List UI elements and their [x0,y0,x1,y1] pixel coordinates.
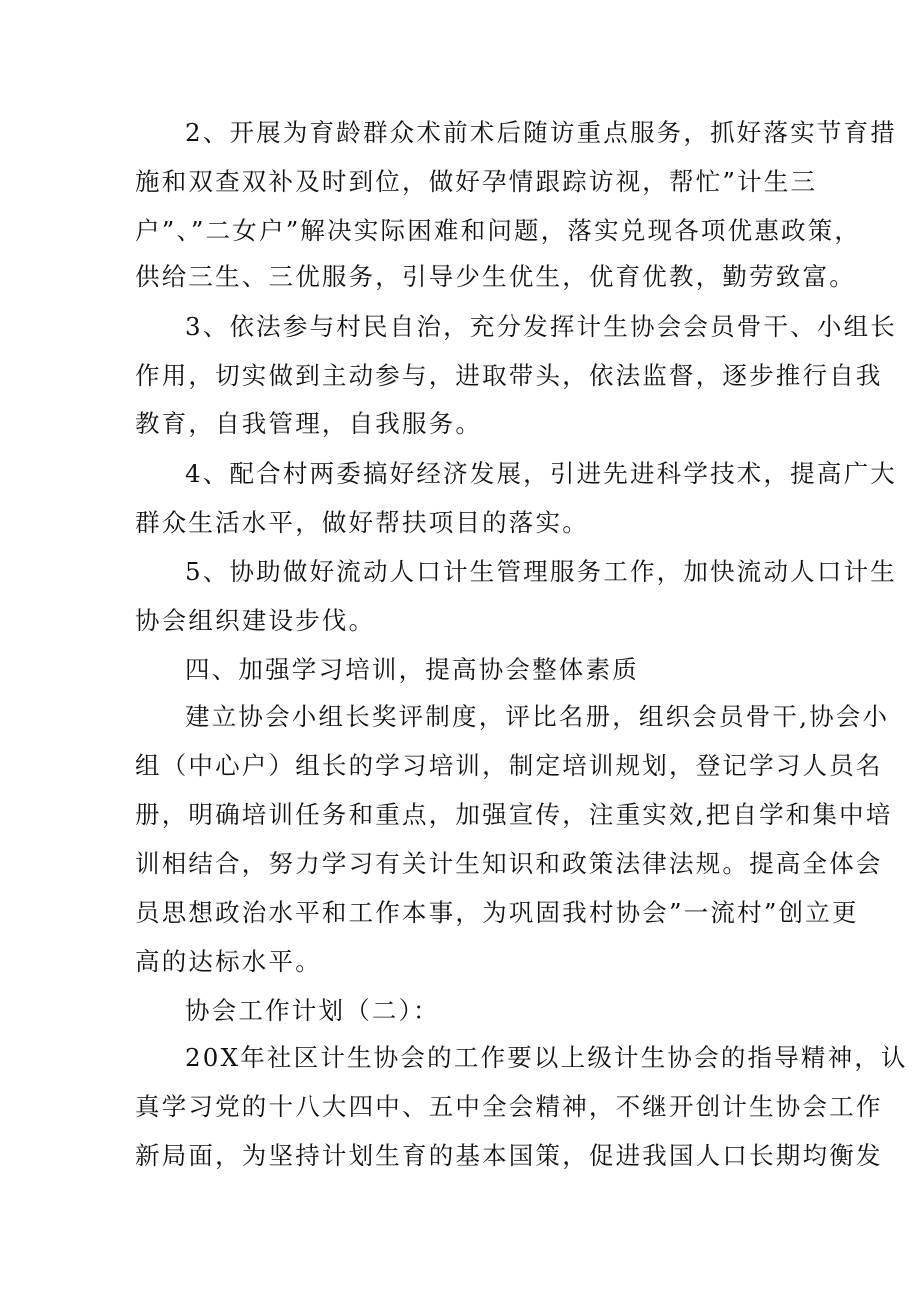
plan-two-heading: 协会工作计划（二）： [185,996,440,1025]
training-paragraph-line-2: 组（中心户）组长的学习培训，制定培训规划，登记学习人员名 [135,751,883,780]
training-paragraph-line-4: 训相结合，努力学习有关计生知识和政策法律法规。提高全体会 [135,849,883,878]
plan-two-line-3: 新局面，为坚持计划生育的基本国策，促进我国人口长期均衡发 [135,1141,883,1170]
plan-two-line-1: 20X年社区计生协会的工作要以上级计生协会的指导精神，认 [185,1043,908,1072]
paragraph-3-line-2: 作用，切实做到主动参与，进取带头，依法监督，逐步推行自我 [135,361,883,390]
training-paragraph-line-6: 高的达标水平。 [135,947,322,976]
training-paragraph-line-1: 建立协会小组长奖评制度，评比名册，组织会员骨干,协会小 [185,702,890,731]
paragraph-2-line-3: 户”、”二女户”解决实际困难和问题，落实兑现各项优惠政策， [135,216,862,245]
paragraph-2-line-1: 2、开展为育龄群众术前术后随访重点服务，抓好落实节育措 [185,118,897,147]
paragraph-2-line-4: 供给三生、三优服务，引导少生优生，优育优教，勤劳致富。 [135,262,856,291]
paragraph-4-line-2: 群众生活水平，做好帮扶项目的落实。 [135,508,589,537]
training-paragraph-line-3: 册，明确培训任务和重点，加强宣传，注重实效,把自学和集中培 [135,800,893,829]
paragraph-3-line-1: 3、依法参与村民自治，充分发挥计生协会会员骨干、小组长 [185,312,897,341]
training-paragraph-line-5: 员思想政治水平和工作本事，为巩固我村协会”一流村”创立更 [135,898,859,927]
paragraph-4-line-1: 4、配合村两委搞好经济发展，引进先进科学技术，提高广大 [185,459,897,488]
plan-two-line-2: 真学习党的十八大四中、五中全会精神，不继开创计生协会工作 [135,1092,883,1121]
paragraph-3-line-3: 教育，自我管理，自我服务。 [135,409,483,438]
paragraph-5-line-1: 5、协助做好流动人口计生管理服务工作，加快流动人口计生 [185,557,897,586]
paragraph-2-line-2: 施和双查双补及时到位，做好孕情跟踪访视，帮忙”计生三 [135,167,818,196]
section-heading-4: 四、加强学习培训，提高协会整体素质 [185,655,639,684]
paragraph-5-line-2: 协会组织建设步伐。 [135,606,376,635]
